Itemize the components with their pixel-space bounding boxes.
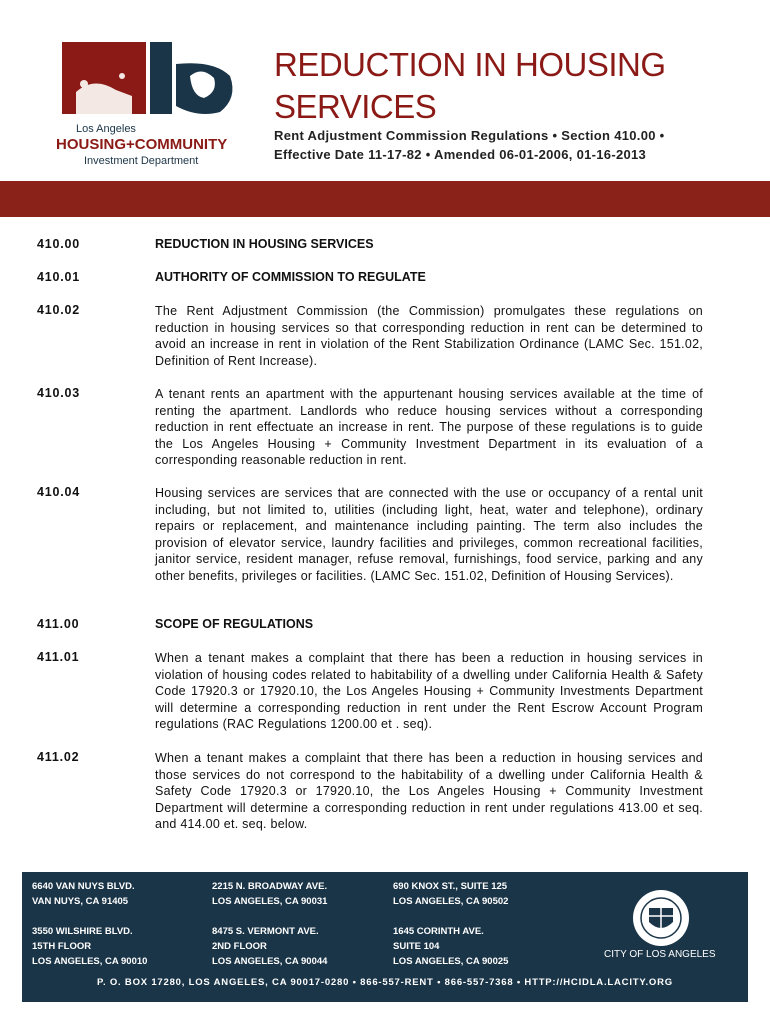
footer-address: 3550 WILSHIRE BLVD. 15TH FLOOR LOS ANGELES, CA 90010 (32, 926, 148, 967)
footer-address: 8475 S. VERMONT AVE. 2ND FLOOR LOS ANGELES, CA 90044 (212, 926, 328, 967)
footer (22, 872, 748, 1002)
logo-text-line2: HOUSING+COMMUNITY (56, 136, 228, 153)
page-title: REDUCTION IN HOUSING SERVICES (274, 46, 666, 125)
header-band (0, 181, 770, 217)
city-label: CITY OF LOS ANGELES (604, 949, 716, 960)
footer-address: 6640 VAN NUYS BLVD. VAN NUYS, CA 91405 (32, 881, 135, 907)
hcid-logo (54, 36, 259, 171)
footer-address: 1645 CORINTH AVE. SUITE 104 LOS ANGELES, CA 90025 (393, 926, 509, 967)
footer-address: 690 KNOX ST., SUITE 125 LOS ANGELES, CA 90502 (393, 881, 509, 907)
logo-text-line3: Investment Department (84, 155, 199, 167)
logo-text-line1: Los Angeles (76, 123, 136, 135)
footer-contact: P. O. BOX 17280, LOS ANGELES, CA 90017-0280 • 866-557-RENT • 866-557-7368 • HTTP://HCIDLA.LACITY.ORG (97, 977, 673, 988)
page-subtitle: Rent Adjustment Commission Regulations • Section 410.00 • Effective Date 11-17-82 • Amended 06-01-2006, 01-16-2013 (274, 128, 665, 162)
footer-address: 2215 N. BROADWAY AVE. LOS ANGELES, CA 90031 (212, 881, 328, 907)
city-seal-icon (631, 888, 691, 948)
